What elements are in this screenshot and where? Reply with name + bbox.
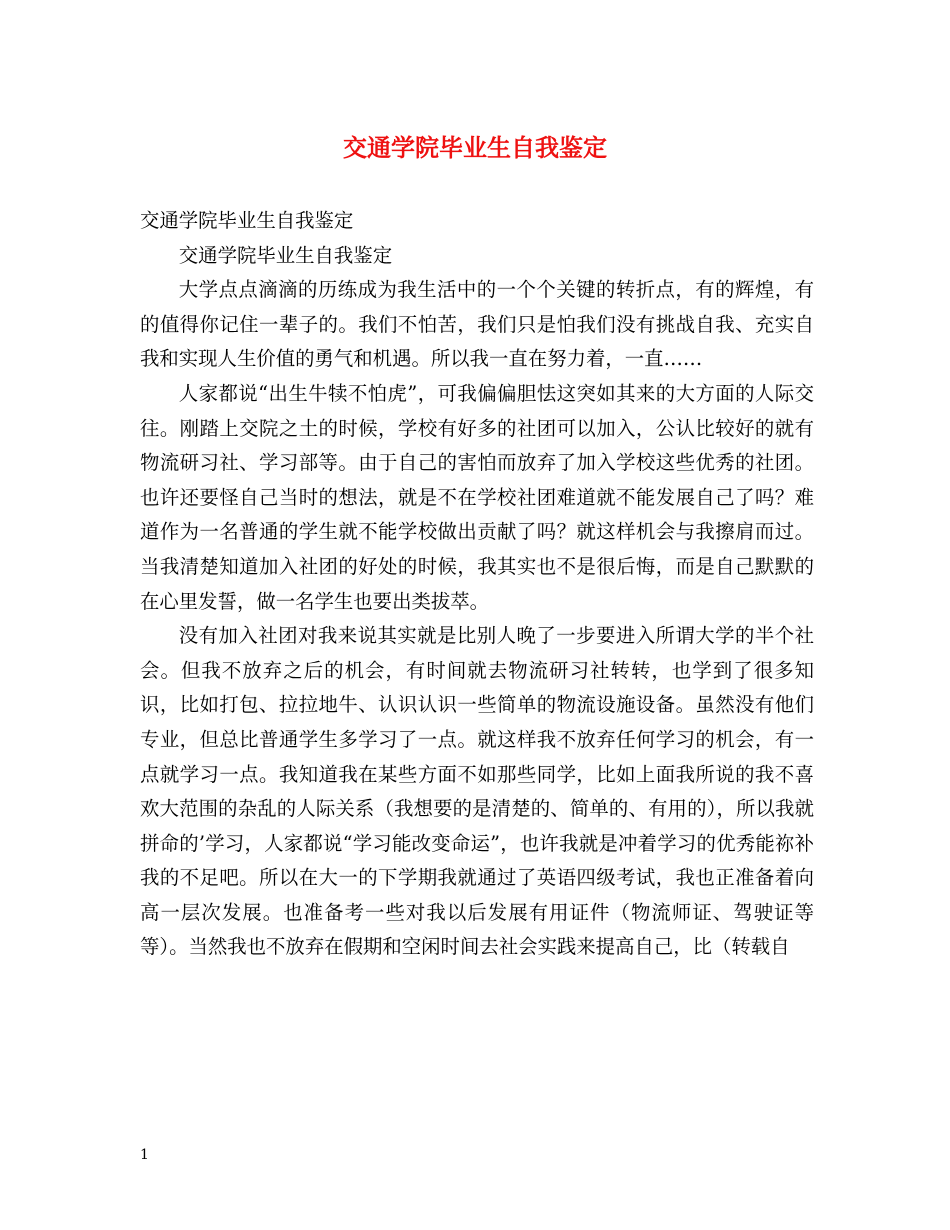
paragraph-3: 没有加入社团对我来说其实就是比别人晚了一步要进入所谓大学的半个社会。但我不放弃之后的机会，有时间就去物流研习社转转，也学到了很多知识，比如打包、拉拉地牛、认识认识一些简单的物流设施设备。虽然没有他们专业，但总比普通学生多学习了一点。就这样我不放弃任何学习的机会，有一点就学习一点。我知道我在某些方面不如那些同学，比如上面我所说的我不喜欢大范围的杂乱的人际关系（我想要的是清楚的、简单的、有用的），所以我就拼命的’学习，人家都说“学习能改变命运”，也许我就是冲着学习的优秀能祢补我的不足吧。所以在大一的下学期我就通过了英语四级考试，我也正准备着向高一层次发展。也准备考一些对我以后发展有用证件（物流师证、驾驶证等等）。当然我也不放弃在假期和空闲时间去社会实践来提高自己，比（转载自 [140,624,814,959]
paragraph-1: 大学点点滴滴的历练成为我生活中的一个个关键的转折点，有的辉煌，有的值得你记住一辈子的。我们不怕苦，我们只是怕我们没有挑战自我、充实自我和实现人生价值的勇气和机遇。所以我一直在努力着，一直…… [140,278,814,371]
heading-line: 交通学院毕业生自我鉴定 [140,209,354,232]
paragraph-2: 人家都说“出生牛犊不怕虎”，可我偏偏胆怯这突如其来的大方面的人际交往。刚踏上交院之土的时候，学校有好多的社团可以加入，公认比较好的就有物流研习社、学习部等。由于自己的害怕而放弃了加入学校这些优秀的社团。也许还要怪自己当时的想法，就是不在学校社团难道就不能发展自己了吗？难道作为一名普通的学生就不能学校做出贡献了吗？就这样机会与我擦肩而过。当我清楚知道加入社团的好处的时候，我其实也不是很后悔，而是自己默默的在心里发誓，做一名学生也要出类拔萃。 [140,381,814,613]
page-number: 1 [140,1147,149,1163]
document-title: 交通学院毕业生自我鉴定 [343,133,607,162]
document-body [140,204,814,965]
paragraph-subtitle: 交通学院毕业生自我鉴定 [178,243,393,267]
